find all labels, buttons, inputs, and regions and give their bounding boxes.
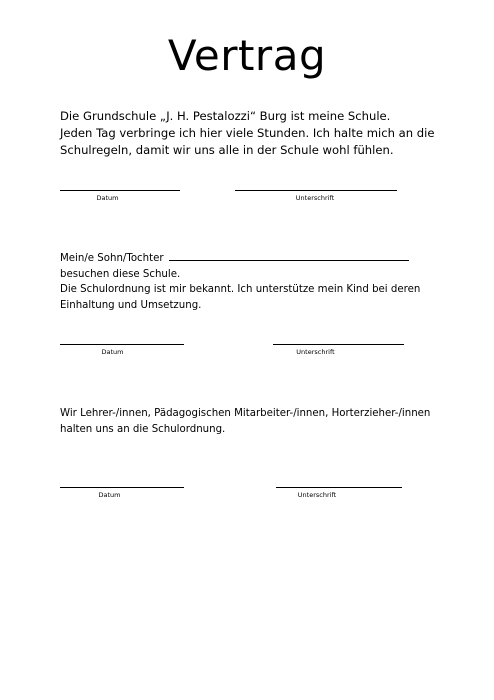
intro-line: Schulregeln, damit wir uns alle in der Schule wohl fühlen. — [60, 143, 394, 157]
child-name-line[interactable] — [169, 250, 409, 261]
date-label: Datum — [96, 194, 119, 202]
signature-line[interactable] — [273, 344, 404, 345]
date-line[interactable] — [60, 344, 184, 345]
parent-line: besuchen diese Schule. — [60, 268, 181, 280]
staff-line: halten uns an die Schulordnung. — [60, 423, 226, 435]
signature-label: Unterschrift — [295, 194, 335, 202]
parent-paragraph — [60, 250, 450, 313]
staff-line: Wir Lehrer-/innen, Pädagogischen Mitarbeiter-/innen, Horterzieher-/innen — [60, 408, 431, 419]
signature-label: Unterschrift — [296, 348, 335, 356]
intro-line: Jeden Tag verbringe ich hier viele Stunden. Ich halte mich an die — [60, 126, 435, 140]
date-line[interactable] — [60, 190, 180, 191]
intro-paragraph — [60, 108, 440, 159]
child-label: Mein/e Sohn/Tochter — [60, 253, 164, 264]
signature-label: Unterschrift — [297, 491, 337, 499]
parent-line: Die Schulordnung ist mir bekannt. Ich unterstütze mein Kind bei deren — [60, 284, 421, 295]
parent-line — [60, 250, 450, 267]
signature-line[interactable] — [235, 190, 397, 191]
parent-line: Einhaltung und Umsetzung. — [60, 299, 202, 311]
date-label: Datum — [101, 348, 124, 356]
intro-line: Die Grundschule „J. H. Pestalozzi“ Burg ist meine Schule. — [60, 109, 391, 123]
signature-line[interactable] — [276, 487, 402, 488]
page-title: Vertrag — [167, 31, 327, 80]
date-line[interactable] — [60, 487, 184, 488]
staff-paragraph — [60, 406, 450, 437]
date-label: Datum — [98, 491, 121, 499]
